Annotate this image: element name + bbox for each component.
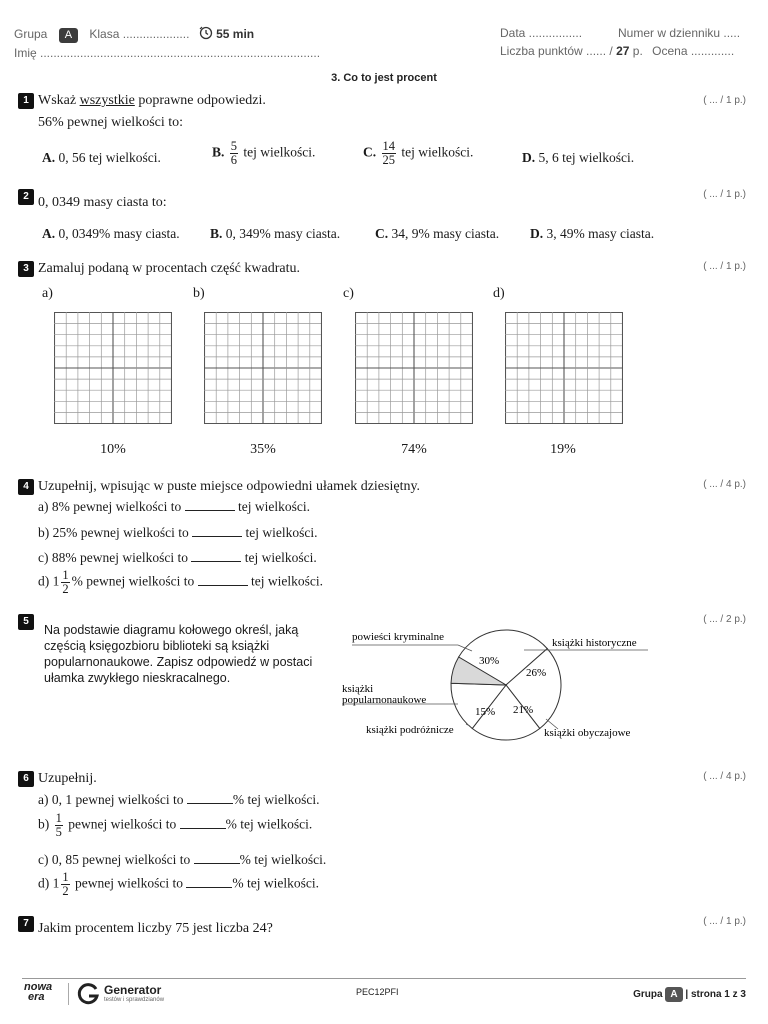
generator-title: Generator bbox=[104, 983, 162, 997]
pie-category-label: książki historyczne bbox=[552, 637, 637, 649]
grid-label-a: a) bbox=[42, 286, 53, 301]
fill-item-d bbox=[38, 871, 319, 898]
option-text: 0, 349% masy ciasta. bbox=[225, 226, 341, 241]
option-letter: B. bbox=[210, 226, 223, 241]
grid-label-b: b) bbox=[193, 286, 205, 301]
answer-option-c[interactable] bbox=[375, 226, 499, 242]
page-number: | strona 1 z 3 bbox=[685, 989, 746, 1000]
grid-square-d[interactable] bbox=[505, 312, 623, 424]
item-text: d) 1 bbox=[38, 573, 60, 589]
test-code: PEC12PFI bbox=[356, 987, 399, 997]
item-text: pewnej wielkości to bbox=[75, 875, 183, 891]
nowa-era-logo bbox=[24, 982, 66, 1002]
answer-blank[interactable] bbox=[192, 525, 242, 537]
fill-item-b bbox=[38, 525, 317, 541]
fraction-denominator: 6 bbox=[230, 153, 238, 167]
option-letter: D. bbox=[522, 150, 536, 165]
fill-item-a bbox=[38, 499, 310, 515]
logo-text-top: nowa bbox=[24, 981, 53, 993]
item-text: % tej wielkości. bbox=[225, 816, 313, 832]
fraction-numerator: 14 bbox=[382, 139, 395, 153]
question-number: 7 bbox=[18, 916, 34, 932]
item-text: % tej wielkości. bbox=[232, 792, 320, 807]
answer-option-a[interactable] bbox=[42, 226, 180, 242]
points-label: Liczba punktów ...... / bbox=[500, 44, 613, 58]
footer-divider bbox=[22, 978, 746, 979]
answer-blank[interactable] bbox=[191, 550, 241, 562]
question-number: 3 bbox=[18, 261, 34, 277]
question-text: Uzupełnij. bbox=[38, 771, 97, 786]
pie-category-label bbox=[342, 694, 426, 706]
footer-group-badge: A bbox=[665, 987, 682, 1002]
answer-option-b[interactable] bbox=[210, 226, 340, 242]
name-field: Imię .................................................................................... bbox=[14, 46, 321, 60]
option-letter: A. bbox=[42, 226, 56, 241]
points-unit: p. bbox=[632, 44, 643, 58]
footer-page-info bbox=[633, 987, 746, 1002]
fraction bbox=[61, 871, 69, 898]
item-text: tej wielkości. bbox=[237, 499, 310, 514]
fill-item-a bbox=[38, 792, 319, 808]
points-slot: ( ... / 1 p.) bbox=[703, 261, 746, 272]
pie-category-label: książki podróżnicze bbox=[366, 724, 454, 736]
timer bbox=[199, 27, 254, 41]
option-letter: C. bbox=[363, 144, 377, 160]
answer-blank[interactable] bbox=[180, 817, 226, 829]
label-line-1: książki bbox=[342, 683, 374, 695]
fraction-numerator: 1 bbox=[62, 870, 69, 884]
group-field bbox=[14, 26, 254, 43]
item-text: d) 1 bbox=[38, 875, 60, 891]
pie-value-label: 21% bbox=[513, 704, 534, 716]
points-slot: ( ... / 4 p.) bbox=[703, 771, 746, 782]
fraction-denominator: 2 bbox=[62, 582, 69, 596]
grid-square-c[interactable] bbox=[355, 312, 473, 424]
question-number: 1 bbox=[18, 93, 34, 109]
fraction bbox=[61, 569, 69, 596]
item-text: pewnej wielkości to bbox=[68, 816, 177, 832]
answer-blank[interactable] bbox=[185, 499, 235, 511]
grid-square-b[interactable] bbox=[204, 312, 322, 424]
item-text: b) bbox=[38, 816, 50, 832]
section-title: 3. Co to jest procent bbox=[331, 72, 437, 84]
question-number: 6 bbox=[18, 771, 34, 787]
answer-option-b[interactable] bbox=[212, 140, 315, 167]
fraction-denominator: 25 bbox=[382, 153, 395, 167]
grid-percent-c: 74% bbox=[401, 442, 427, 457]
grid-label-c: c) bbox=[343, 286, 354, 301]
grid-percent-a: 10% bbox=[100, 442, 126, 457]
fraction-denominator: 2 bbox=[62, 884, 69, 898]
group-label: Grupa bbox=[14, 27, 48, 41]
pie-value-label: 30% bbox=[479, 655, 500, 667]
clock-icon bbox=[199, 26, 213, 40]
question-number: 5 bbox=[18, 614, 34, 630]
journal-number-field: Numer w dzienniku ..... bbox=[618, 26, 741, 40]
question-number: 4 bbox=[18, 479, 34, 495]
answer-option-d[interactable] bbox=[522, 150, 634, 166]
time-limit: 55 min bbox=[216, 27, 255, 41]
item-text: c) 88% pewnej wielkości to bbox=[38, 550, 188, 565]
pie-chart bbox=[336, 624, 656, 748]
question-text: Zamaluj podaną w procentach część kwadratu. bbox=[38, 261, 300, 276]
answer-blank[interactable] bbox=[186, 876, 232, 888]
grid-square-a[interactable] bbox=[54, 312, 172, 424]
option-text: 5, 6 tej wielkości. bbox=[538, 150, 635, 165]
grid-percent-d: 19% bbox=[550, 442, 576, 457]
grid-percent-b: 35% bbox=[250, 442, 276, 457]
answer-option-c[interactable] bbox=[363, 140, 473, 167]
option-letter: C. bbox=[375, 226, 389, 241]
logo-text-bottom: era bbox=[28, 991, 45, 1003]
answer-blank[interactable] bbox=[198, 574, 248, 586]
points-slot: ( ... / 2 p.) bbox=[703, 614, 746, 625]
footer-group-label: Grupa bbox=[633, 989, 663, 1000]
points-slot: ( ... / 1 p.) bbox=[703, 95, 746, 106]
option-text: 3, 49% masy ciasta. bbox=[546, 226, 655, 241]
grid-label-d: d) bbox=[493, 286, 505, 301]
item-text: a) 8% pewnej wielkości to bbox=[38, 499, 182, 514]
question-subtext: 56% pewnej wielkości to: bbox=[38, 115, 184, 130]
points-slot: ( ... / 1 p.) bbox=[703, 189, 746, 200]
date-field: Data ................ bbox=[500, 26, 583, 40]
fraction bbox=[55, 812, 63, 839]
points-slot: ( ... / 1 p.) bbox=[703, 916, 746, 927]
option-text: 34, 9% masy ciasta. bbox=[391, 226, 500, 241]
option-text: tej wielkości. bbox=[401, 144, 474, 160]
fraction-numerator: 5 bbox=[230, 139, 238, 153]
item-text: % pewnej wielkości to bbox=[71, 573, 195, 589]
points-field bbox=[500, 44, 734, 58]
option-text: tej wielkości. bbox=[243, 144, 316, 160]
class-field: Klasa .................... bbox=[89, 27, 190, 41]
answer-blank[interactable] bbox=[194, 852, 240, 864]
question-text: Na podstawie diagramu kołowego określ, jaką częścią księgozbioru biblioteki są książki popularnonaukowe. Zapisz odpowiedź w postaci ułamka zwykłego nieskracalnego. bbox=[44, 623, 313, 685]
fill-item-c bbox=[38, 550, 317, 566]
generator-logo-icon bbox=[77, 982, 101, 1006]
item-text: b) 25% pewnej wielkości to bbox=[38, 525, 189, 540]
question-text bbox=[38, 93, 266, 109]
question-text: 0, 0349 masy ciasta to: bbox=[38, 195, 167, 210]
points-total: 27 bbox=[616, 44, 630, 58]
question-text: Jakim procentem liczby 75 jest liczba 24? bbox=[38, 921, 273, 936]
answer-blank[interactable] bbox=[187, 792, 233, 804]
option-letter: D. bbox=[530, 226, 544, 241]
option-text: 0, 56 tej wielkości. bbox=[58, 150, 161, 165]
label-line-2: popularnonaukowe bbox=[342, 694, 427, 706]
item-text: tej wielkości. bbox=[245, 525, 318, 540]
item-text: a) 0, 1 pewnej wielkości to bbox=[38, 792, 184, 807]
generator-subtitle: testów i sprawdzianów bbox=[104, 997, 165, 1003]
item-text: % tej wielkości. bbox=[239, 852, 327, 867]
pie-value-label: 15% bbox=[475, 706, 496, 718]
question-text: Uzupełnij, wpisując w puste miejsce odpowiedni ułamek dziesiętny. bbox=[38, 479, 421, 494]
fraction bbox=[230, 140, 238, 167]
fill-item-d bbox=[38, 569, 323, 596]
fraction-numerator: 1 bbox=[62, 568, 69, 582]
question-text-part: poprawne odpowiedzi. bbox=[134, 93, 266, 108]
group-badge: A bbox=[59, 28, 78, 43]
question-text-part: Wskaż bbox=[38, 93, 80, 108]
item-text: % tej wielkości. bbox=[232, 875, 319, 891]
question-number: 2 bbox=[18, 189, 34, 205]
logo-divider bbox=[68, 983, 69, 1005]
item-text: tej wielkości. bbox=[244, 550, 317, 565]
pie-category-label: powieści kryminalne bbox=[352, 631, 444, 643]
item-text: c) 0, 85 pewnej wielkości to bbox=[38, 852, 191, 867]
option-letter: B. bbox=[212, 144, 225, 160]
option-text: 0, 0349% masy ciasta. bbox=[58, 226, 180, 241]
grade-field: Ocena ............. bbox=[652, 44, 735, 58]
answer-option-a[interactable] bbox=[42, 150, 161, 166]
fraction-numerator: 1 bbox=[55, 811, 62, 825]
option-letter: A. bbox=[42, 150, 56, 165]
item-text: tej wielkości. bbox=[250, 573, 323, 589]
fraction-denominator: 5 bbox=[55, 825, 62, 839]
pie-category-label: książki obyczajowe bbox=[544, 727, 631, 739]
fill-item-c bbox=[38, 852, 326, 868]
pie-value-label: 26% bbox=[526, 667, 547, 679]
answer-option-d[interactable] bbox=[530, 226, 654, 242]
fill-item-b bbox=[38, 812, 312, 839]
points-slot: ( ... / 4 p.) bbox=[703, 479, 746, 490]
fraction bbox=[382, 140, 397, 167]
question-text-underlined: wszystkie bbox=[79, 93, 135, 108]
